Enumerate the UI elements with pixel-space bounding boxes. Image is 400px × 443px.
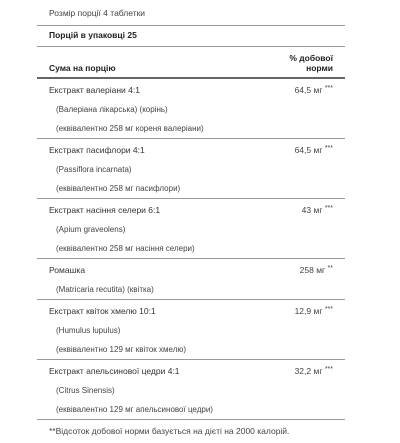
daily-value-header [289,53,333,73]
ingredient-detail: (еквівалентно 258 мг кореня валеріани) [56,124,204,133]
ingredient-detail: (еквівалентно 258 мг насіння селери) [56,244,195,253]
daily-value-mark: *** [324,85,333,92]
daily-value-mark: *** [324,205,333,212]
footnote: **Відсоток добової норми базується на дієті на 2000 калорій. [49,426,290,436]
servings-per-container: Порцій в упаковці 25 [37,26,345,47]
daily-value-label-line2: норми [306,63,333,73]
ingredient-amount: 64,5 мг [294,145,323,155]
serving-size: Розмір порції 4 таблетки [49,8,146,18]
ingredient-row [37,259,345,300]
ingredient-detail: (еквівалентно 129 мг апельсинової цедри) [56,405,213,414]
daily-value-label-line1: % добової [289,53,333,63]
ingredient-detail: (Matricaria recutita) (квітка) [56,285,154,294]
ingredient-amount-cell [295,85,333,95]
daily-value-mark: *** [324,306,333,313]
ingredient-detail: (Passiflora incarnata) [56,165,132,174]
ingredient-amount-cell [295,366,333,376]
ingredient-detail: (Валеріана лікарська) (корінь) [56,105,168,114]
ingredient-detail: (Humulus lupulus) [56,326,121,335]
ingredient-amount-cell [295,306,333,316]
ingredient-name: Екстракт валеріани 4:1 [49,85,140,95]
daily-value-mark: ** [327,265,333,272]
ingredient-amount: 258 мг [299,265,326,275]
ingredient-name: Екстракт пасифлори 4:1 [49,145,145,155]
ingredient-name: Екстракт насіння селери 6:1 [49,205,161,215]
ingredient-name: Екстракт апельсинової цедри 4:1 [49,366,180,376]
ingredient-detail: (еквівалентно 258 мг пасифлори) [56,184,181,193]
ingredient-row [37,300,345,360]
ingredient-amount: 12,9 мг [294,306,323,316]
ingredient-amount-cell [302,205,333,215]
ingredient-name: Ромашка [49,265,86,275]
ingredient-detail: (еквівалентно 129 мг квіток хмелю) [56,345,187,354]
ingredient-amount: 64,5 мг [294,85,323,95]
ingredient-detail: (Apium graveolens) [56,225,126,234]
ingredient-row [37,139,345,199]
ingredient-name: Екстракт квіток хмелю 10:1 [49,306,156,316]
ingredient-amount: 32,2 мг [294,366,323,376]
ingredient-row [37,79,345,139]
ingredient-row [37,360,345,420]
ingredient-amount-cell [295,145,333,155]
ingredient-amount-cell [300,265,333,275]
ingredient-amount: 43 мг [301,205,323,215]
amount-per-serving-label: Сума на порцію [49,63,116,73]
supplement-facts-panel [37,0,345,443]
ingredient-row [37,199,345,259]
daily-value-mark: *** [324,145,333,152]
daily-value-mark: *** [324,366,333,373]
ingredient-detail: (Citrus Sinensis) [56,386,115,395]
table-header [37,47,345,79]
